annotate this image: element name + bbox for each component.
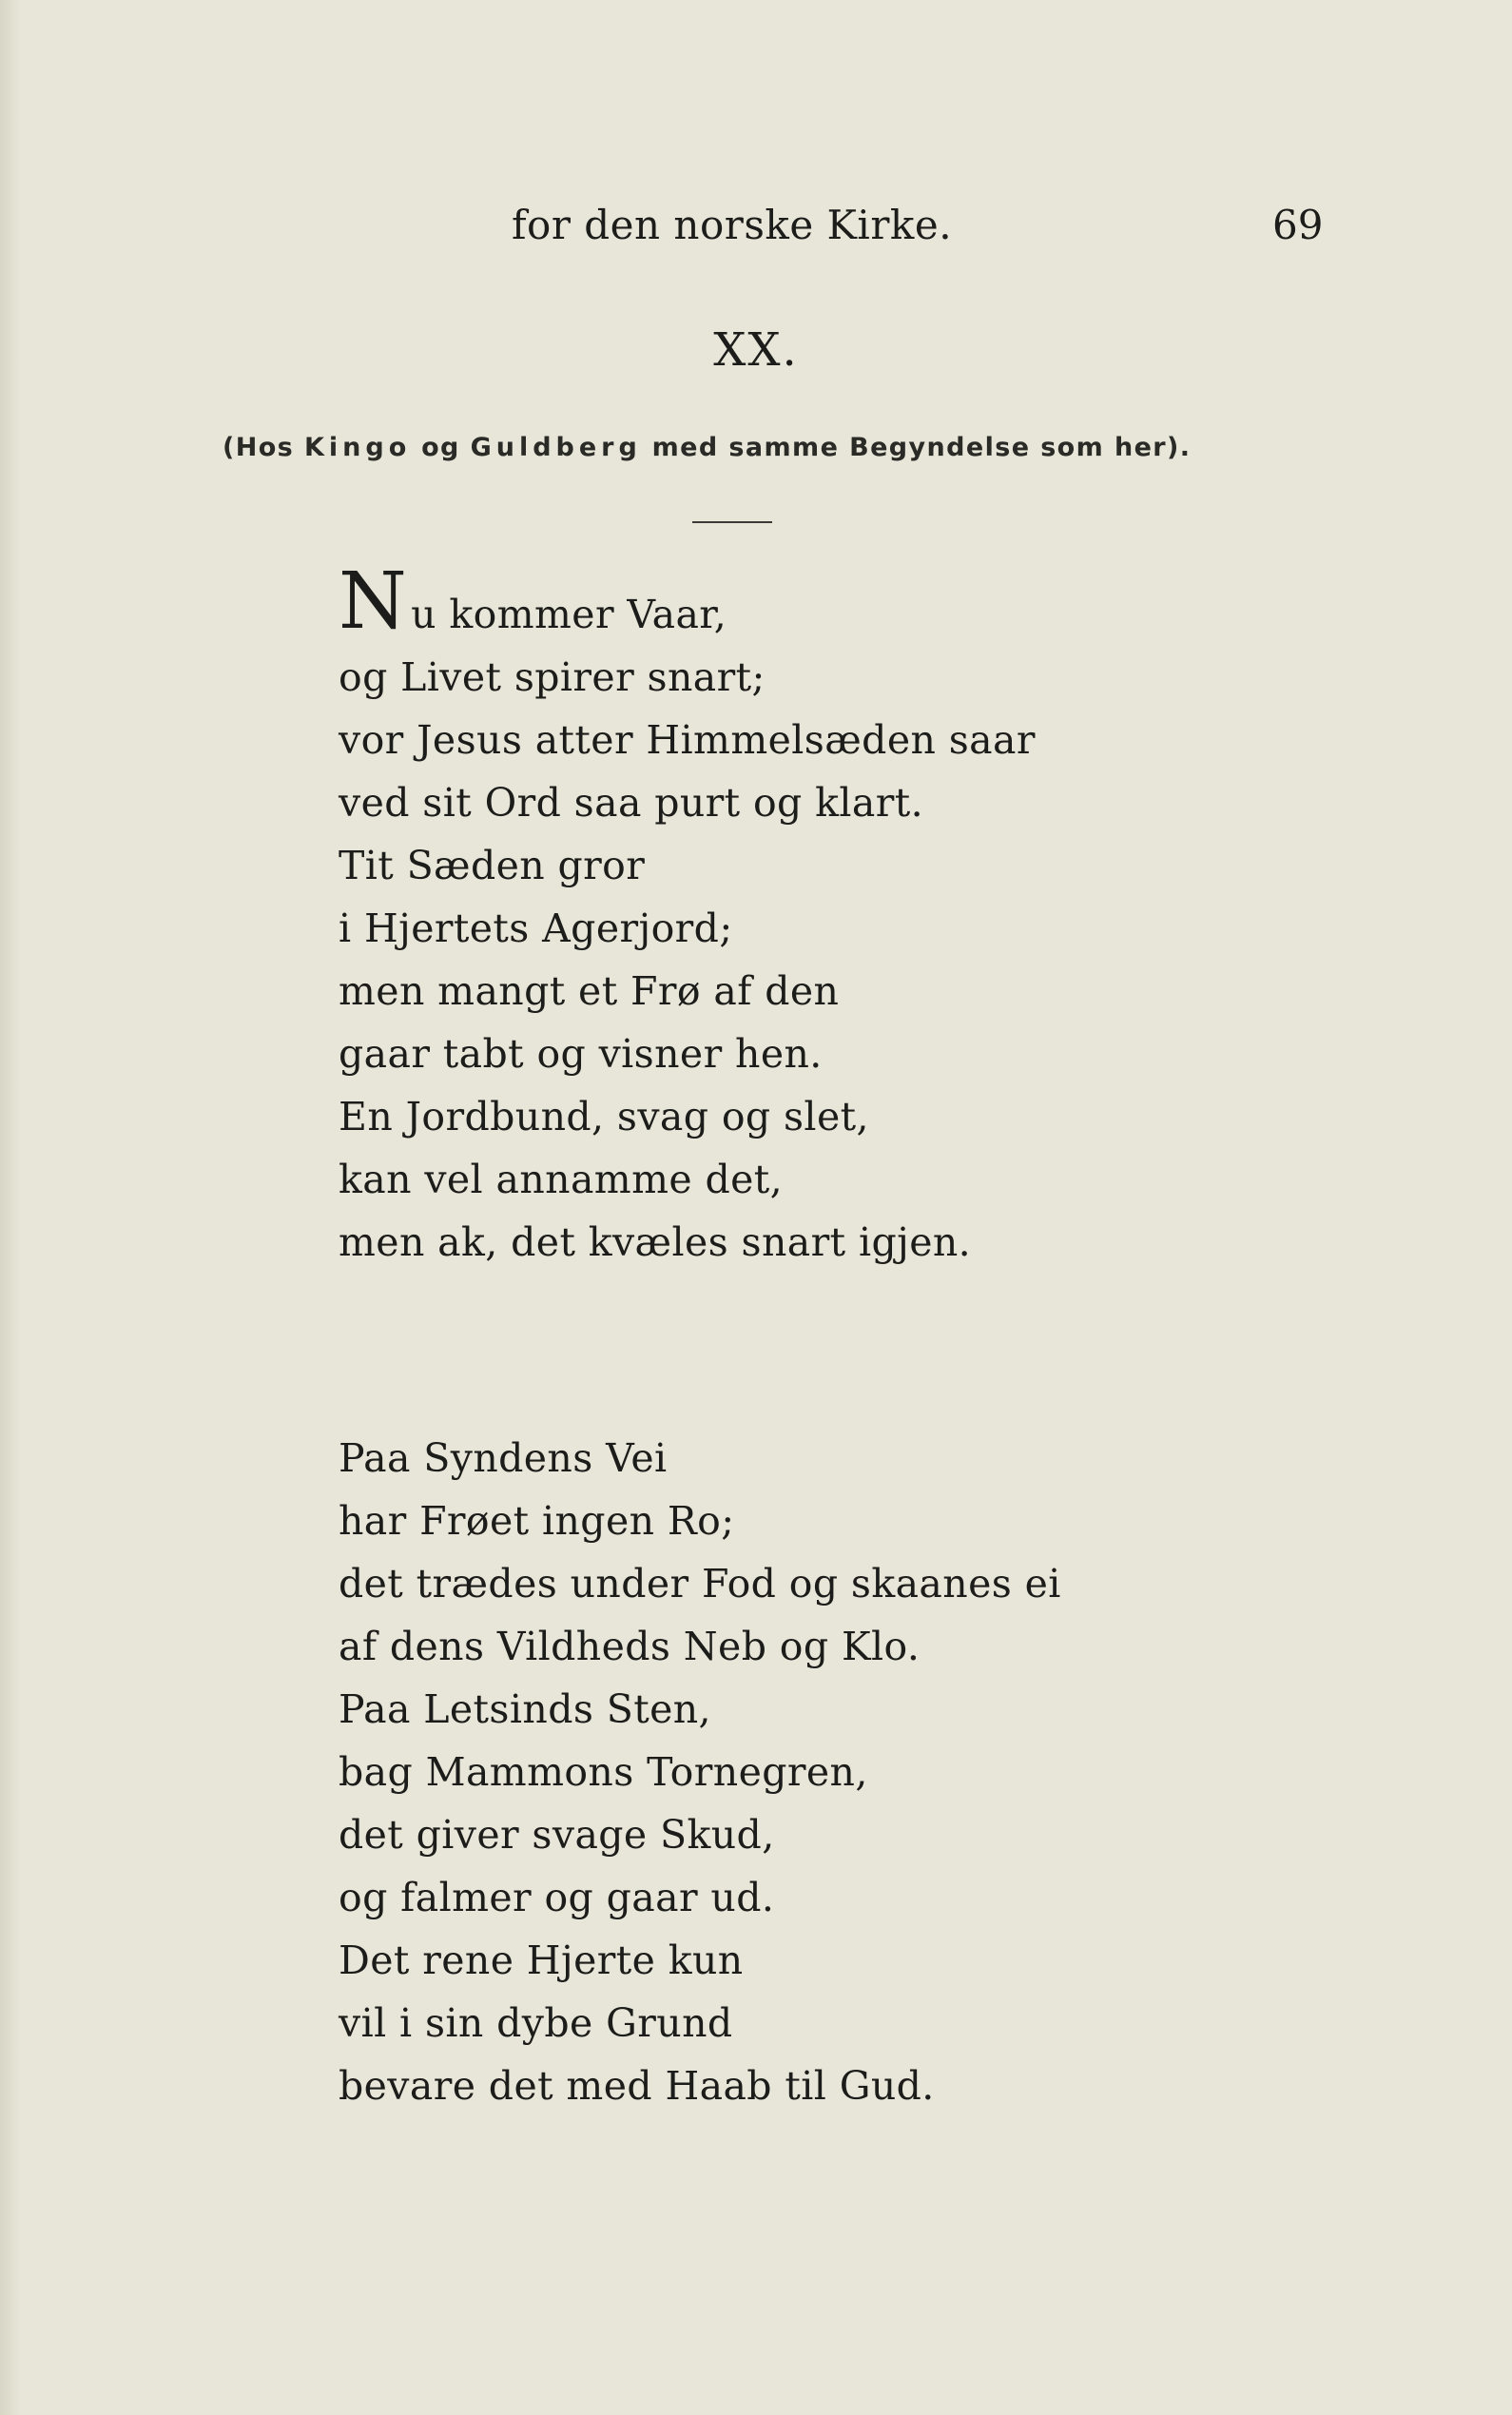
- first-line-text: u kommer Vaar,: [411, 592, 727, 637]
- source-note-prefix: (Hos: [223, 433, 295, 462]
- stanza-line: det giver svage Skud,: [339, 1812, 775, 1858]
- source-note-guldberg: Guldberg: [470, 433, 642, 462]
- stanza-line: men ak, det kvæles snart igjen.: [339, 1219, 972, 1265]
- stanza-line: vil i sin dybe Grund: [339, 2000, 733, 2046]
- source-note-kingo: Kingo: [303, 433, 412, 462]
- stanza-line: bevare det med Haab til Gud.: [339, 2063, 935, 2109]
- hymn-number: XX.: [713, 323, 799, 377]
- stanza-line: gaar tabt og visner hen.: [339, 1031, 823, 1077]
- stanza-line: vor Jesus atter Himmelsæden saar: [339, 717, 1036, 763]
- source-note-og: og: [421, 433, 460, 462]
- running-head: for den norske Kirke.: [512, 202, 953, 248]
- stanza-line: En Jordbund, svag og slet,: [339, 1094, 869, 1139]
- stanza-line: kan vel annamme det,: [339, 1157, 784, 1202]
- stanza-line: [339, 556, 1036, 647]
- source-note: [223, 433, 1191, 462]
- stanza-line: Tit Sæden gror: [339, 843, 646, 888]
- stanza-line: i Hjertets Agerjord;: [339, 906, 733, 951]
- stanza-line: men mangt et Frø af den: [339, 968, 840, 1014]
- stanza-2: [339, 1427, 1061, 2117]
- stanza-line: og Livet spirer snart;: [339, 654, 766, 700]
- stanza-line: og falmer og gaar ud.: [339, 1875, 775, 1920]
- stanza-line: Det rene Hjerte kun: [339, 1938, 744, 1983]
- section-divider: [692, 521, 772, 523]
- stanza-line: Paa Syndens Vei: [339, 1435, 668, 1481]
- stanza-line: Paa Letsinds Sten,: [339, 1686, 711, 1732]
- stanza-line: har Frøet ingen Ro;: [339, 1498, 735, 1544]
- stanza-line: af dens Vildheds Neb og Klo.: [339, 1624, 921, 1669]
- page-number: 69: [1272, 202, 1324, 248]
- source-note-suffix: med samme Begyndelse som her).: [651, 433, 1192, 462]
- stanza-line: det trædes under Fod og skaanes ei: [339, 1561, 1061, 1607]
- stanza-1: [339, 556, 1036, 1274]
- stanza-line: bag Mammons Tornegren,: [339, 1749, 868, 1795]
- drop-cap: N: [339, 556, 408, 647]
- stanza-line: ved sit Ord saa purt og klart.: [339, 780, 924, 826]
